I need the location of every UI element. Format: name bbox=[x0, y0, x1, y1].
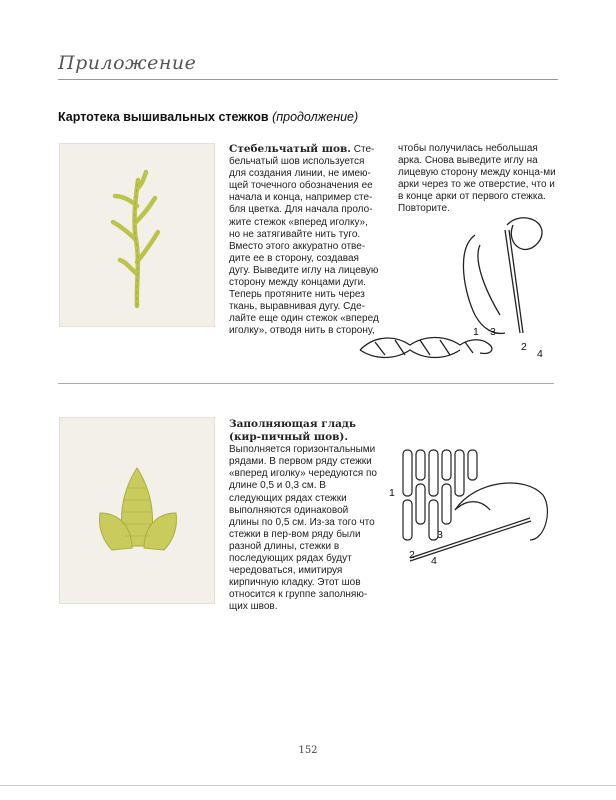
stem-stitch-embroidery-image bbox=[60, 144, 214, 326]
stem-stitch-diagram bbox=[355, 205, 555, 365]
section-title-continuation: (продолжение) bbox=[272, 110, 359, 124]
stem-stitch-label-3: 3 bbox=[490, 326, 496, 338]
stem-stitch-photo bbox=[59, 143, 215, 327]
stem-stitch-label-2: 2 bbox=[521, 341, 527, 353]
stem-stitch-label-1: 1 bbox=[473, 326, 479, 338]
brick-stitch-description: Выполняется горизонтальными рядами. В первом ряду стежки «вперед иголку» чередуются по длине 0,5 и 0,3 см. В следующих рядах стежки выполняются одинаковой длины по 0,5 см. Из-за того что стежки в пер-вом ряду были разной длины, стежки в последующих рядах будут чередоваться, имитируя кирпичную кладку. Этот шов относится к группе заполняю-щих швов. bbox=[229, 444, 377, 613]
section-title-main: Картотека вышивальных стежков bbox=[58, 110, 269, 124]
header-rule bbox=[58, 79, 558, 80]
brick-stitch-diagram bbox=[385, 440, 560, 575]
page-number: 152 bbox=[298, 745, 318, 756]
header-title: Приложение bbox=[58, 52, 197, 74]
stem-stitch-label-4: 4 bbox=[537, 348, 543, 360]
brick-stitch-name: Заполняющая гладь (кир-пичный шов). bbox=[229, 418, 357, 444]
brick-stitch-label-1: 1 bbox=[389, 487, 395, 499]
section-divider bbox=[58, 383, 554, 384]
brick-stitch-text bbox=[229, 418, 377, 614]
brick-stitch-label-2: 2 bbox=[409, 549, 415, 561]
brick-stitch-label-4: 4 bbox=[431, 555, 437, 567]
brick-stitch-photo bbox=[59, 417, 215, 604]
brick-stitch-label-3: 3 bbox=[437, 529, 443, 541]
brick-stitch-embroidery-image bbox=[60, 418, 214, 603]
section-title bbox=[58, 110, 358, 124]
stem-stitch-text-col1: Сте-бельчатый шов используется для создания линии, не имею-щей точечного обозначения ее начала и конца, например сте-бля цветка. Для начала проло-жите стежок «вперед иголку», но не затягивайте нить туго. Вместо этого аккуратно отве-дите ее в сторону, создавая дугу. Выведите иглу на лицевую сторону между концами дуги. Теперь протяните нить через ткань, выравнивая дугу. Сде-лайте еще один стежок «вперед иголку», отводя нить в сторону, bbox=[229, 144, 379, 337]
stem-stitch-name: Стебельчатый шов. bbox=[229, 143, 351, 155]
stem-stitch-text-col2: чтобы получилась небольшая арка. Снова выведите иглу на лицевую сторону между конца-ми арки через то же отверстие, что и в конце арки от первого стежка. Повторите. bbox=[398, 143, 556, 215]
bottom-rule bbox=[0, 785, 616, 786]
